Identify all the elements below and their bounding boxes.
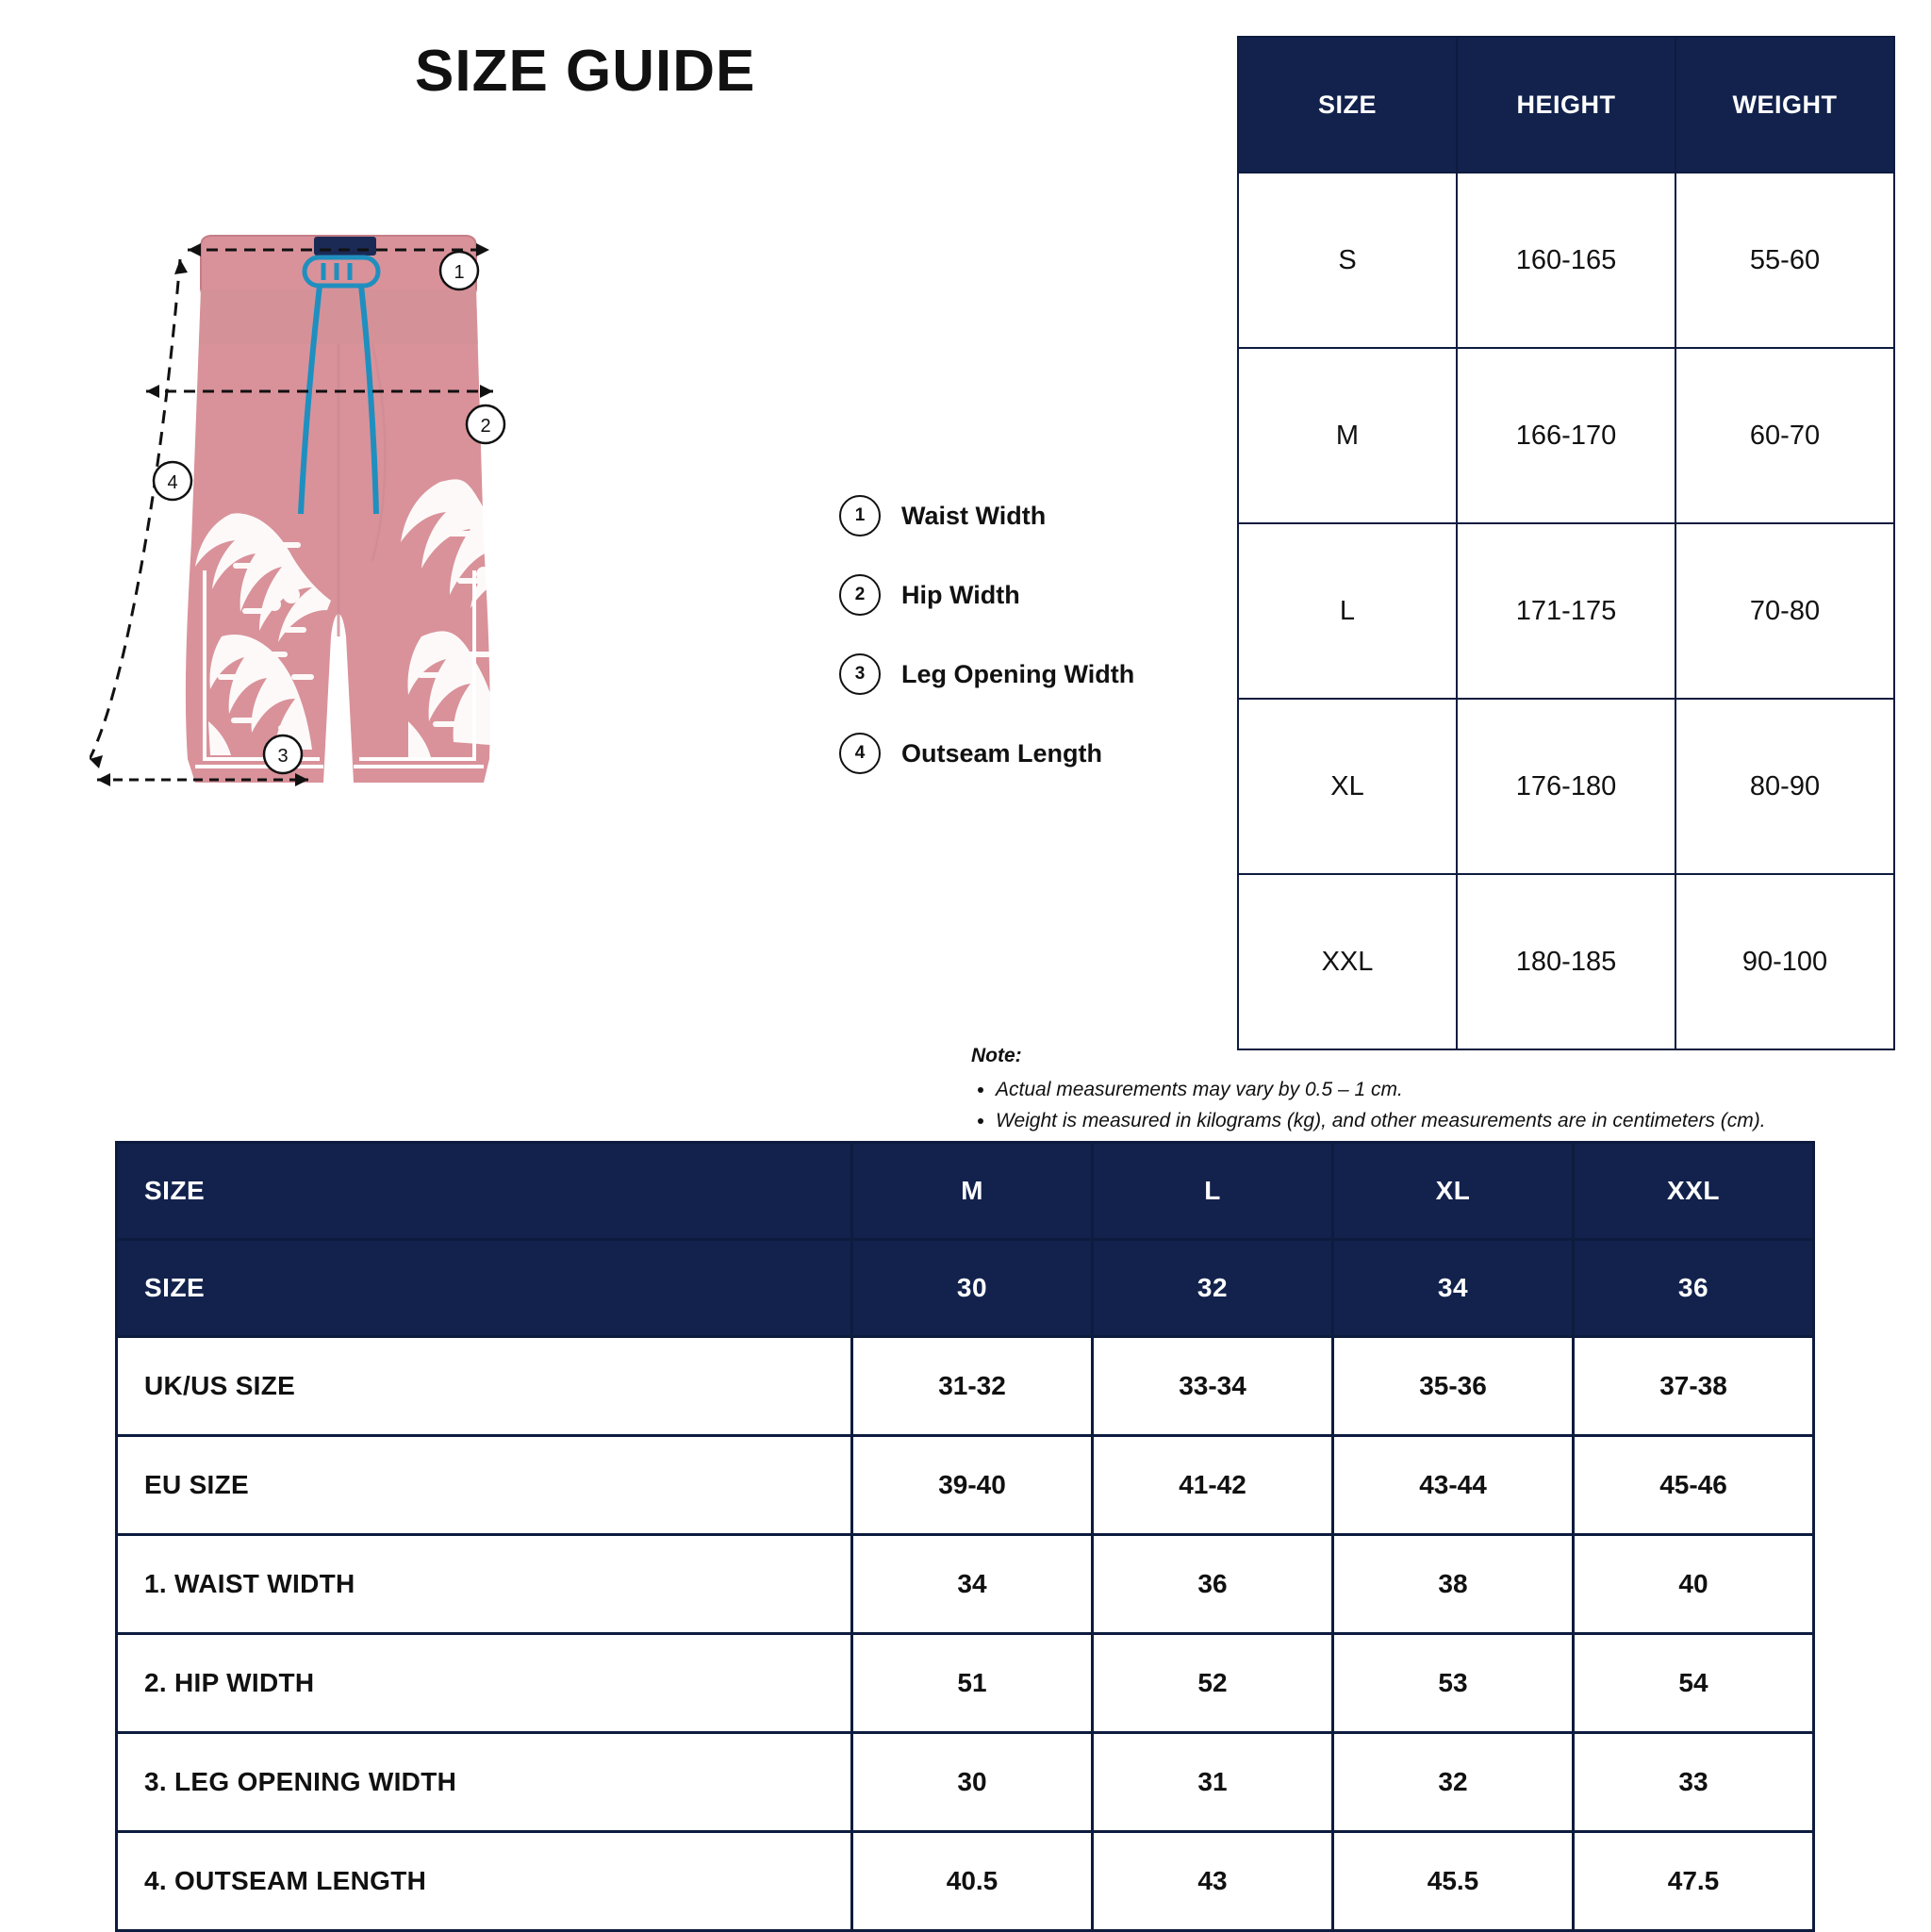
svg-text:1: 1 <box>454 262 465 283</box>
cell-height: 166-170 <box>1457 348 1675 523</box>
cell-size: M <box>1238 348 1457 523</box>
measurement-subheader-row <box>117 1240 1814 1337</box>
table-row <box>1238 173 1894 348</box>
cell-weight: 70-80 <box>1675 523 1894 699</box>
cell-l: 52 <box>1093 1634 1333 1733</box>
header-m: M <box>852 1143 1093 1240</box>
row-label: 4. OUTSEAM LENGTH <box>117 1832 852 1931</box>
subheader-xxl: 36 <box>1574 1240 1814 1337</box>
cell-size: S <box>1238 173 1457 348</box>
row-label: 3. LEG OPENING WIDTH <box>117 1733 852 1832</box>
header-size: SIZE <box>1238 37 1457 173</box>
cell-height: 171-175 <box>1457 523 1675 699</box>
table-row <box>1238 523 1894 699</box>
legend-label-2: Hip Width <box>901 580 1020 609</box>
table-row <box>117 1535 1814 1634</box>
table-row <box>1238 874 1894 1049</box>
measurement-header-row <box>117 1143 1814 1240</box>
cell-xl: 45.5 <box>1333 1832 1574 1931</box>
row-label: 1. WAIST WIDTH <box>117 1535 852 1634</box>
header-height: HEIGHT <box>1457 37 1675 173</box>
cell-l: 33-34 <box>1093 1337 1333 1436</box>
legend-badge-1: 1 <box>839 495 881 537</box>
callout-4 <box>154 462 191 500</box>
cell-l: 41-42 <box>1093 1436 1333 1535</box>
cell-xl: 43-44 <box>1333 1436 1574 1535</box>
row-label: EU SIZE <box>117 1436 852 1535</box>
legend-badge-4: 4 <box>839 733 881 774</box>
legend-item-1 <box>839 495 1235 537</box>
subheader-l: 32 <box>1093 1240 1333 1337</box>
subheader-xl: 34 <box>1333 1240 1574 1337</box>
cell-xl: 32 <box>1333 1733 1574 1832</box>
product-illustration <box>90 231 768 1023</box>
cell-m: 40.5 <box>852 1832 1093 1931</box>
cell-xxl: 33 <box>1574 1733 1814 1832</box>
cell-m: 31-32 <box>852 1337 1093 1436</box>
note-item: • Weight is measured in kilograms (kg), and other measurements are in centimeters (cm). <box>996 1106 1905 1137</box>
table-row <box>1238 348 1894 523</box>
cell-weight: 60-70 <box>1675 348 1894 523</box>
table-header-row <box>1238 37 1894 173</box>
measurement-legend <box>839 495 1235 812</box>
cell-size: L <box>1238 523 1457 699</box>
shorts-diagram <box>90 231 768 1023</box>
header-xxl: XXL <box>1574 1143 1814 1240</box>
cell-xxl: 40 <box>1574 1535 1814 1634</box>
cell-height: 180-185 <box>1457 874 1675 1049</box>
cell-height: 176-180 <box>1457 699 1675 874</box>
legend-badge-3: 3 <box>839 653 881 695</box>
legend-label-1: Waist Width <box>901 501 1047 530</box>
legend-item-3 <box>839 653 1235 695</box>
cell-weight: 80-90 <box>1675 699 1894 874</box>
subheader-m: 30 <box>852 1240 1093 1337</box>
legend-label-4: Outseam Length <box>901 738 1103 768</box>
cell-weight: 55-60 <box>1675 173 1894 348</box>
cell-xxl: 47.5 <box>1574 1832 1814 1931</box>
note-title: Note: <box>971 1045 1022 1066</box>
cell-xl: 35-36 <box>1333 1337 1574 1436</box>
header-weight: WEIGHT <box>1675 37 1894 173</box>
legend-item-4 <box>839 733 1235 774</box>
header-size-label: SIZE <box>117 1143 852 1240</box>
cell-xxl: 54 <box>1574 1634 1814 1733</box>
svg-text:4: 4 <box>167 472 178 493</box>
svg-text:3: 3 <box>277 746 289 767</box>
callout-3 <box>264 735 302 773</box>
callout-1 <box>440 252 478 289</box>
cell-size: XXL <box>1238 874 1457 1049</box>
cell-xl: 38 <box>1333 1535 1574 1634</box>
cell-xxl: 37-38 <box>1574 1337 1814 1436</box>
note-block <box>971 1045 1905 1136</box>
measurement-table <box>115 1141 1815 1932</box>
header-l: L <box>1093 1143 1333 1240</box>
cell-l: 31 <box>1093 1733 1333 1832</box>
header-xl: XL <box>1333 1143 1574 1240</box>
row-label: UK/US SIZE <box>117 1337 852 1436</box>
height-weight-table <box>1237 36 1895 1050</box>
row-label: 2. HIP WIDTH <box>117 1634 852 1733</box>
cell-m: 51 <box>852 1634 1093 1733</box>
legend-label-3: Leg Opening Width <box>901 659 1135 688</box>
cell-xxl: 45-46 <box>1574 1436 1814 1535</box>
table-row <box>1238 699 1894 874</box>
cell-l: 36 <box>1093 1535 1333 1634</box>
table-row <box>117 1733 1814 1832</box>
table-row <box>117 1436 1814 1535</box>
cell-m: 34 <box>852 1535 1093 1634</box>
cell-weight: 90-100 <box>1675 874 1894 1049</box>
table-row <box>117 1337 1814 1436</box>
callout-2 <box>467 405 504 443</box>
cell-height: 160-165 <box>1457 173 1675 348</box>
page-title: SIZE GUIDE <box>415 39 756 104</box>
subheader-size-label: SIZE <box>117 1240 852 1337</box>
table-row <box>117 1832 1814 1931</box>
legend-item-2 <box>839 574 1235 616</box>
note-list <box>971 1075 1905 1136</box>
table-row <box>117 1634 1814 1733</box>
waistband-tag <box>314 237 376 256</box>
legend-badge-2: 2 <box>839 574 881 616</box>
cell-m: 39-40 <box>852 1436 1093 1535</box>
note-item: • Actual measurements may vary by 0.5 – 1 cm. <box>996 1075 1905 1106</box>
cell-m: 30 <box>852 1733 1093 1832</box>
cell-xl: 53 <box>1333 1634 1574 1733</box>
cell-l: 43 <box>1093 1832 1333 1931</box>
cell-size: XL <box>1238 699 1457 874</box>
svg-text:2: 2 <box>480 416 491 437</box>
